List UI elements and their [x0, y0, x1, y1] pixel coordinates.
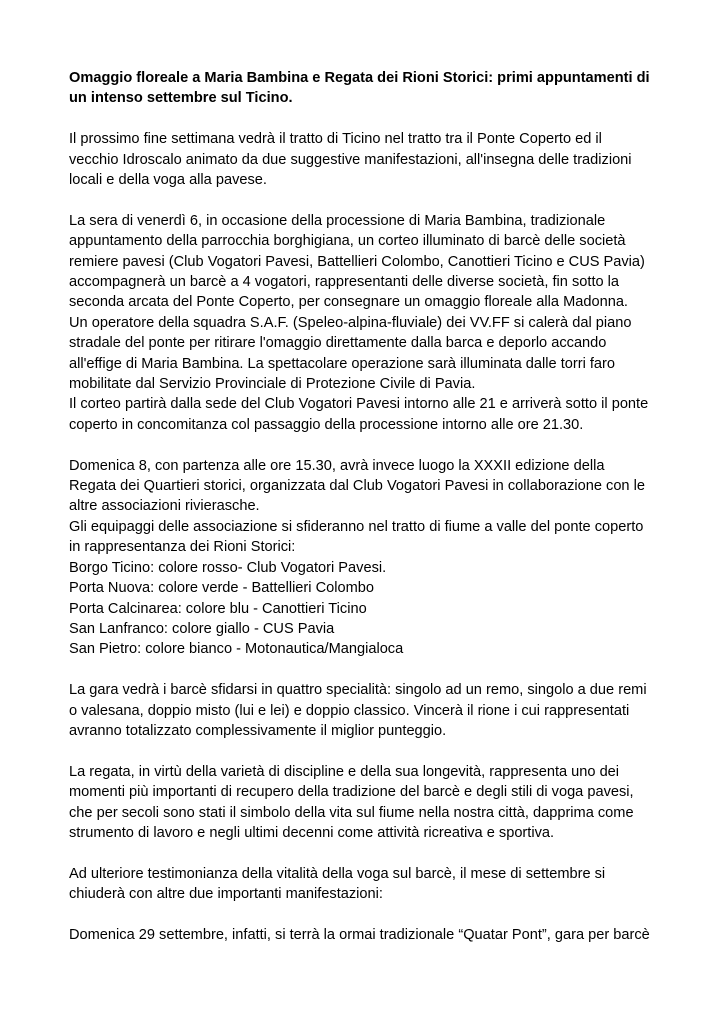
paragraph-intro — [69, 129, 659, 190]
paragraph-quatar-pont — [69, 925, 659, 945]
text-line: locali e della voga alla pavese. — [69, 172, 267, 189]
text-line: strumento di lavoro e negli ultimi decenni come attività ricreativa e sportiva. — [69, 824, 555, 841]
text-line: Regata dei Quartieri storici, organizzata dal Club Vogatori Pavesi in collaborazione con le — [69, 478, 645, 495]
text-line: Il prossimo fine settimana vedrà il tratto di Ticino nel tratto tra il Ponte Coperto ed il — [69, 131, 602, 148]
rione-item: San Pietro: colore bianco - Motonautica/Mangialoca — [69, 641, 404, 658]
rione-item: Borgo Ticino: colore rosso- Club Vogatori Pavesi. — [69, 559, 387, 576]
text-line: che per secoli sono stati il simbolo della vita sul fiume nella nostra città, dapprima come — [69, 804, 634, 821]
text-line: La regata, in virtù della varietà di discipline e della sua longevità, rappresenta uno dei — [69, 763, 620, 780]
title-line: un intenso settembre sul Ticino. — [69, 90, 293, 107]
text-line: mobilitate dal Servizio Provinciale di Protezione Civile di Pavia. — [69, 376, 476, 393]
document-title — [69, 68, 659, 109]
text-line: coperto in concomitanza col passaggio della processione intorno alle ore 21.30. — [69, 416, 584, 433]
document-page — [69, 68, 659, 945]
text-line: La gara vedrà i barcè sfidarsi in quattro specialità: singolo ad un remo, singolo a due remi — [69, 682, 647, 699]
text-line: Ad ulteriore testimonianza della vitalità della voga sul barcè, il mese di settembre si — [69, 865, 606, 882]
rione-item: San Lanfranco: colore giallo - CUS Pavia — [69, 620, 335, 637]
text-line: Domenica 29 settembre, infatti, si terrà la ormai tradizionale “Quatar Pont”, gara per barcè — [69, 926, 650, 943]
text-line: remiere pavesi (Club Vogatori Pavesi, Battellieri Colombo, Canottieri Ticino e CUS Pavia) — [69, 253, 645, 270]
text-line: Gli equipaggi delle associazione si sfideranno nel tratto di fiume a valle del ponte coperto — [69, 518, 644, 535]
text-line: Domenica 8, con partenza alle ore 15.30, avrà invece luogo la XXXII edizione della — [69, 457, 605, 474]
text-line: vecchio Idroscalo animato da due suggestive manifestazioni, all'insegna delle tradizioni — [69, 151, 632, 168]
paragraph-gara — [69, 680, 659, 741]
paragraph-tradizione — [69, 762, 659, 844]
rione-item: Porta Nuova: colore verde - Battellieri Colombo — [69, 580, 374, 597]
text-line: Il corteo partirà dalla sede del Club Vogatori Pavesi intorno alle 21 e arriverà sotto il ponte — [69, 396, 649, 413]
text-line: chiuderà con altre due importanti manifestazioni: — [69, 886, 383, 903]
text-line: accompagnerà un barcè a 4 vogatori, rappresentanti delle diverse società, fin sotto la — [69, 274, 620, 291]
paragraph-settembre — [69, 864, 659, 905]
text-line: appuntamento della parrocchia borghigiana, un corteo illuminato di barcè delle società — [69, 233, 626, 250]
text-line: all'effige di Maria Bambina. La spettacolare operazione sarà illuminata dalle torri faro — [69, 355, 616, 372]
paragraph-maria-bambina — [69, 211, 659, 435]
rione-item: Porta Calcinarea: colore blu - Canottieri Ticino — [69, 600, 367, 617]
title-line: Omaggio floreale a Maria Bambina e Regata dei Rioni Storici: primi appuntamenti di — [69, 70, 650, 86]
text-line: o valesana, doppio misto (lui e lei) e doppio classico. Vincerà il rione i cui rappresentati — [69, 702, 630, 719]
text-line: altre associazioni rivierasche. — [69, 498, 260, 515]
text-line: avranno totalizzato complessivamente il miglior punteggio. — [69, 722, 447, 739]
text-line: Un operatore della squadra S.A.F. (Speleo-alpina-fluviale) dei VV.FF si calerà dal piano — [69, 314, 632, 331]
text-line: stradale del ponte per ritirare l'omaggio direttamente dalla barca e deporlo accando — [69, 335, 607, 352]
text-line: in rappresentanza dei Rioni Storici: — [69, 539, 296, 556]
paragraph-regata — [69, 456, 659, 660]
text-line: La sera di venerdì 6, in occasione della processione di Maria Bambina, tradizionale — [69, 212, 606, 229]
text-line: momenti più importanti di recupero della tradizione del barcè e degli stili di voga pavesi, — [69, 784, 634, 801]
text-line: seconda arcata del Ponte Coperto, per consegnare un omaggio floreale alla Madonna. — [69, 294, 628, 311]
